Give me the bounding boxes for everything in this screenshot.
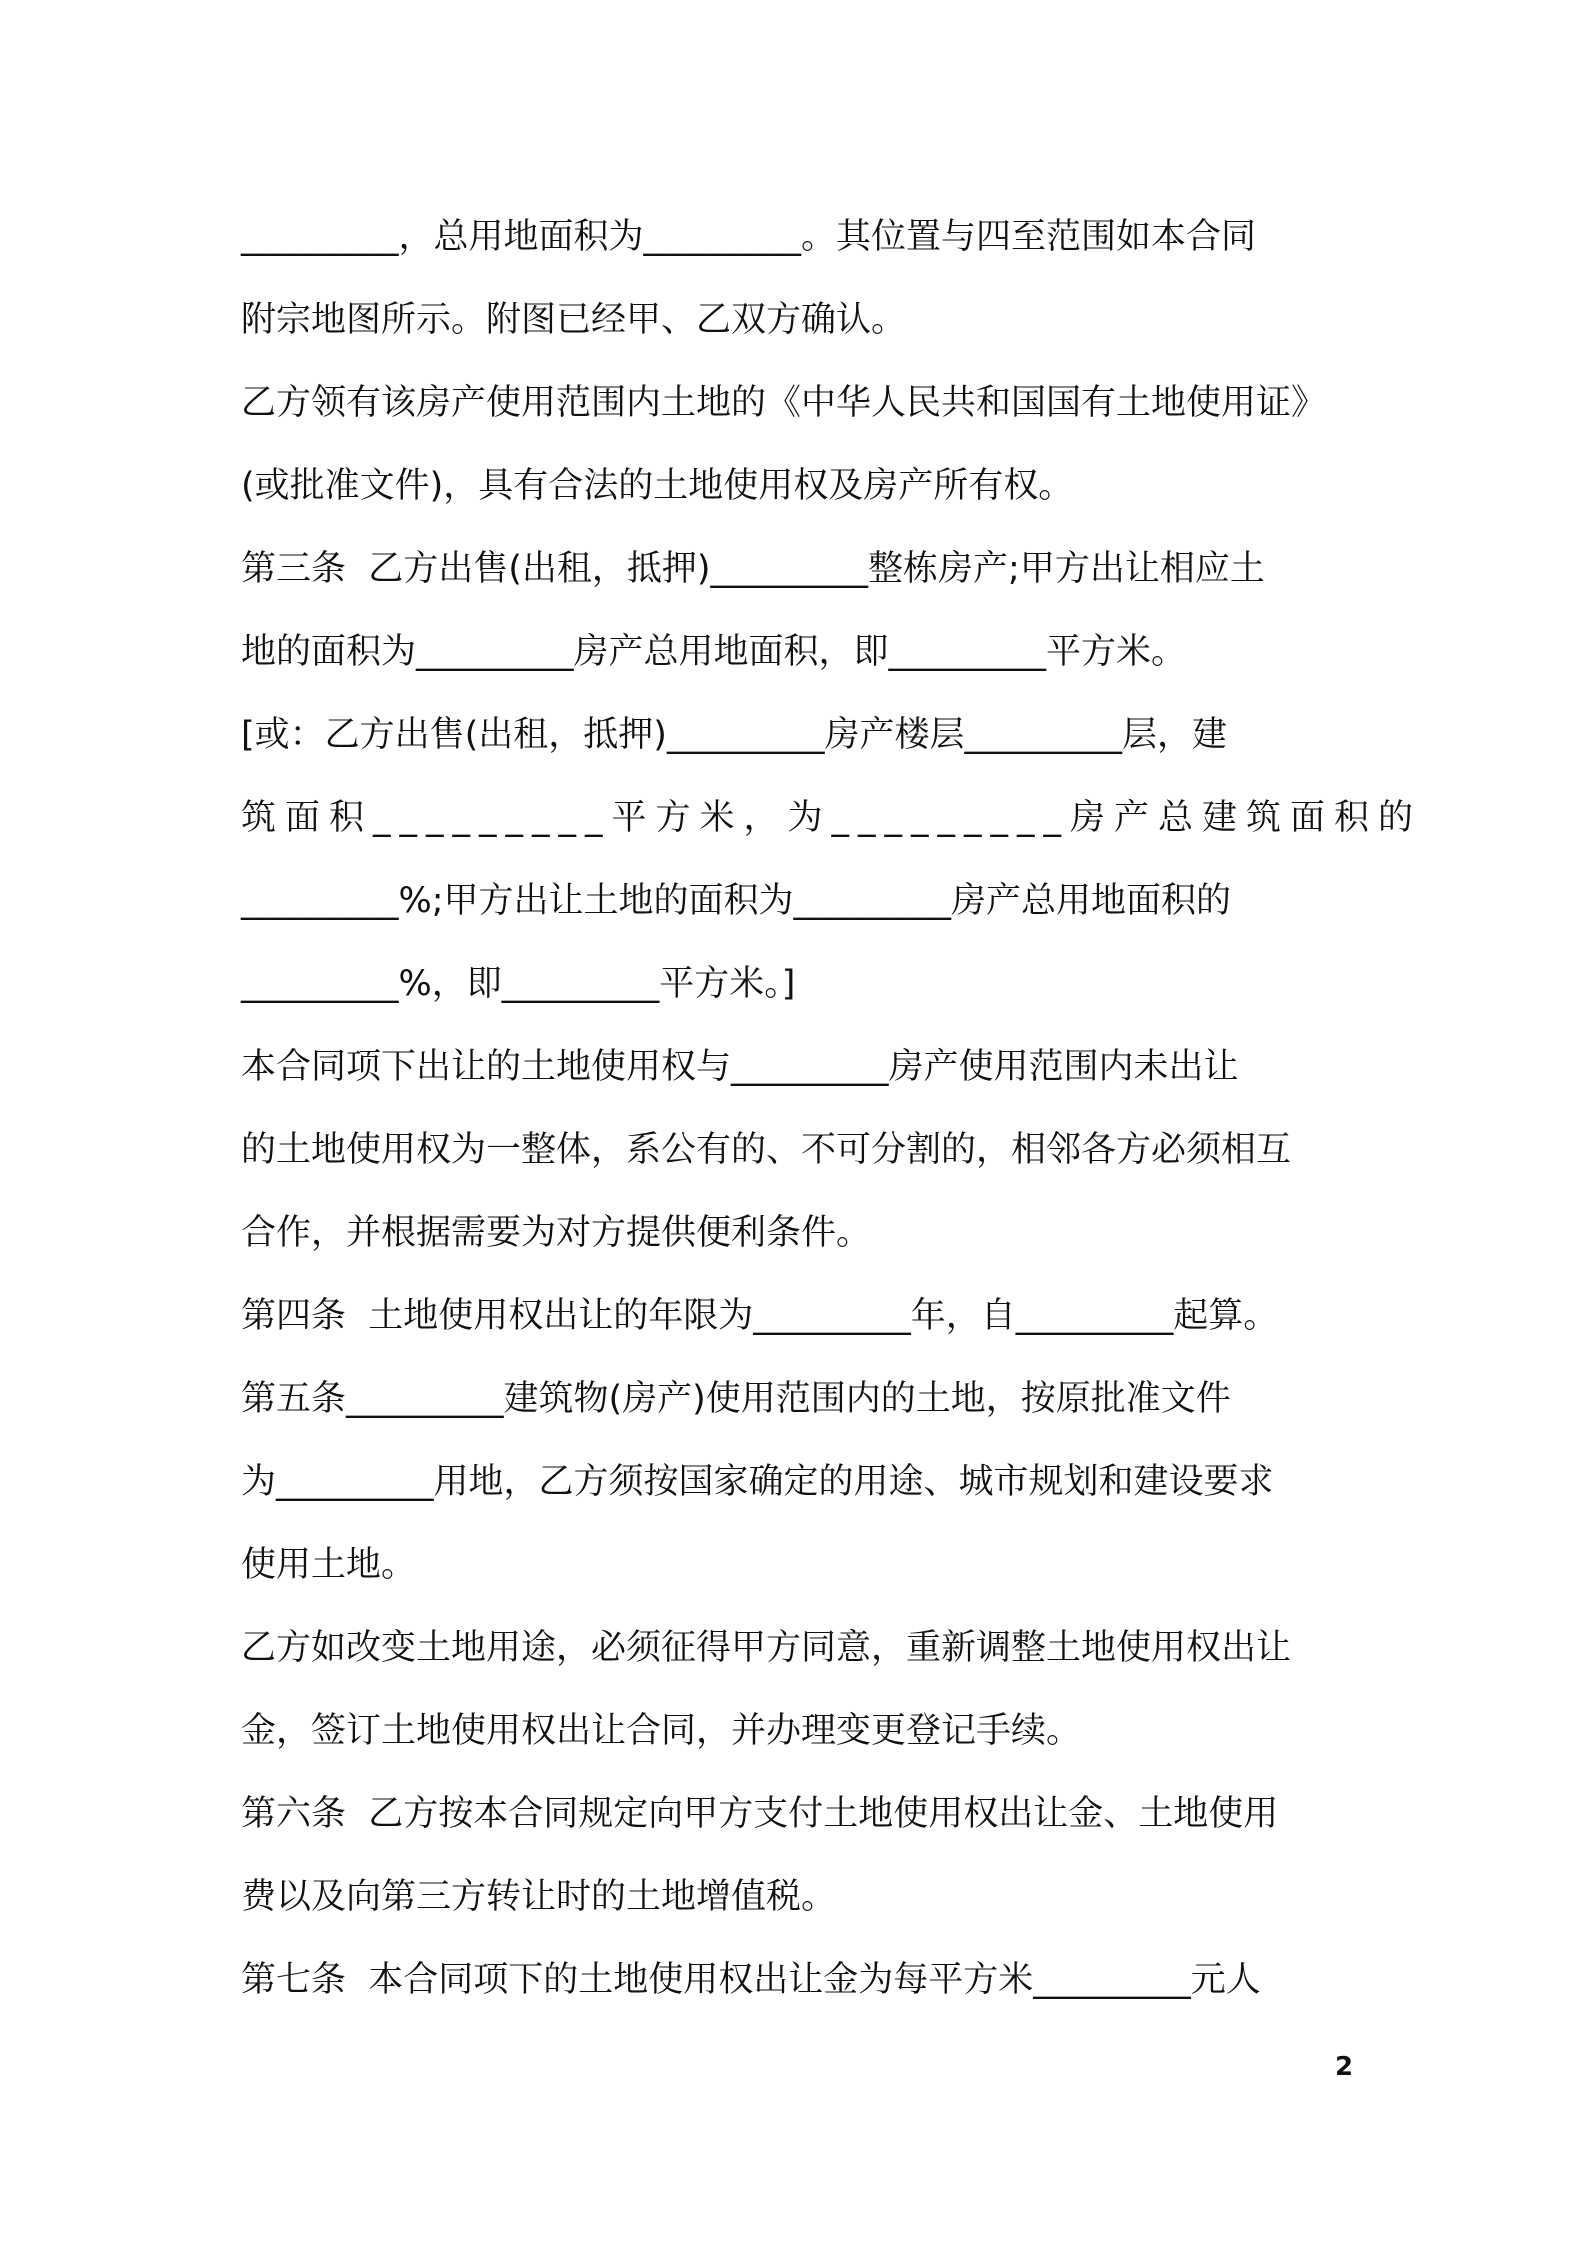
text-line: _________，总用地面积为_________。其位置与四至范围如本合同 [241,217,1257,257]
text-line: 第四条 土地使用权出让的年限为_________年，自_________起算。 [241,1296,1279,1336]
text-line: 第七条 本合同项下的土地使用权出让金为每平方米_________元人 [241,1960,1261,2000]
text-line: _________%;甲方出让土地的面积为_________房产总用地面积的 [241,881,1232,921]
text-line: 地的面积为_________房产总用地面积，即_________平方米。 [241,632,1187,672]
text-line: 合作，并根据需要为对方提供便利条件。 [241,1213,872,1253]
text-line: _________%，即_________平方米。] [241,964,796,1004]
text-line: 第五条_________建筑物(房产)使用范围内的土地，按原批准文件 [241,1379,1231,1419]
text-line: 金，签订土地使用权出让合同，并办理变更登记手续。 [241,1711,1082,1751]
text-line: 本合同项下出让的土地使用权与_________房产使用范围内未出让 [241,1047,1239,1087]
text-line: 为_________用地，乙方须按国家确定的用途、城市规划和建设要求 [241,1462,1274,1502]
text-line: 乙方如改变土地用途，必须征得甲方同意，重新调整土地使用权出让 [241,1628,1292,1668]
text-line: 费以及向第三方转让时的土地增值税。 [241,1877,837,1917]
text-line: 筑面积_________平方米，为_________房产总建筑面积的 [241,798,1423,838]
text-line: 使用土地。 [241,1545,417,1585]
text-line: 的土地使用权为一整体，系公有的、不可分割的，相邻各方必须相互 [241,1130,1292,1170]
document-body [241,196,1423,2022]
text-line: [或：乙方出售(出租，抵押)_________房产楼层_________层，建 [241,715,1227,755]
text-line: 乙方领有该房产使用范围内土地的《中华人民共和国国有土地使用证》 [241,383,1327,423]
text-line: (或批准文件)，具有合法的土地使用权及房产所有权。 [241,466,1074,506]
page-number: 2 [1335,2052,1354,2082]
text-line: 第六条 乙方按本合同规定向甲方支付土地使用权出让金、土地使用 [241,1794,1279,1834]
text-line: 第三条 乙方出售(出租，抵押)_________整栋房产;甲方出让相应土 [241,549,1265,589]
text-line: 附宗地图所示。附图已经甲、乙双方确认。 [241,300,907,340]
